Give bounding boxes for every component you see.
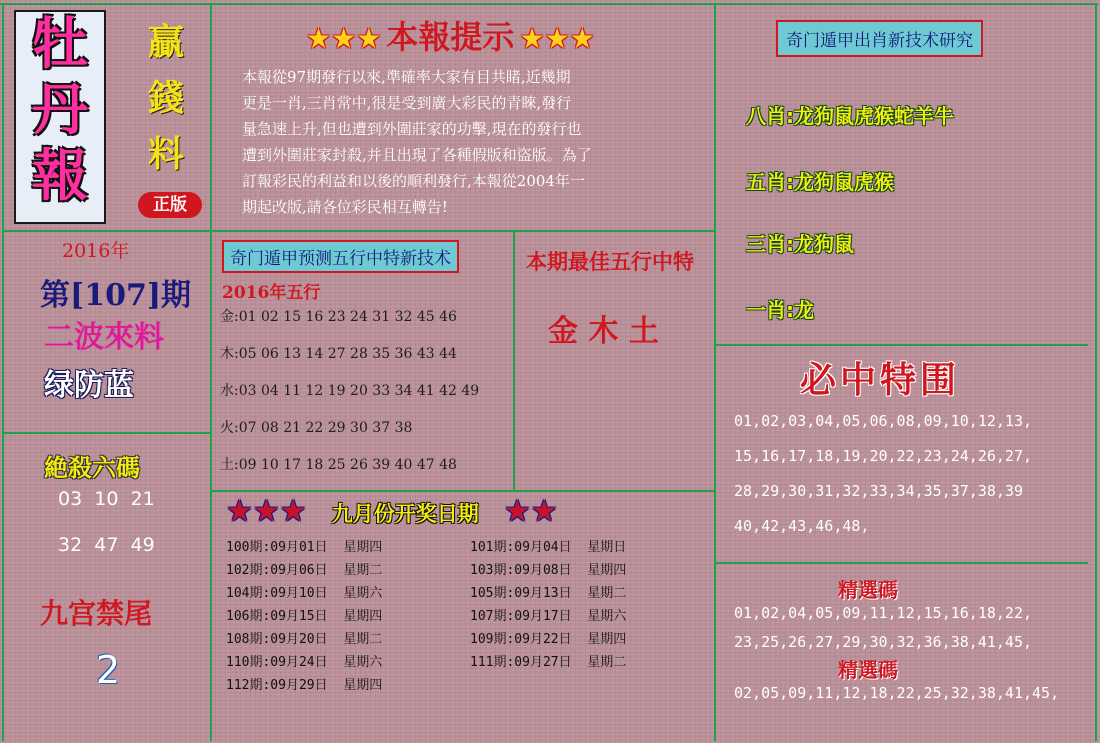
- notice-title: 本報提示: [386, 18, 515, 56]
- element-numbers: 01 02 15 16 23 24 31 32 45 46: [238, 309, 457, 325]
- schedule-row: [226, 628, 626, 651]
- divider-h-right2: [714, 562, 1088, 564]
- zodiac-box-title: 奇门遁甲出肖新技术研究: [776, 20, 983, 57]
- wuxing-row: 土:09 10 17 18 25 26 39 40 47 48: [220, 457, 457, 473]
- border-right: [1095, 3, 1097, 741]
- schedule-row: [226, 582, 626, 605]
- divider-v2: [714, 3, 716, 741]
- logo-char-1: 牡: [32, 12, 88, 77]
- notice-line: 量急速上升,但也遭到外圍莊家的功擊,現在的發行也: [242, 120, 582, 138]
- notice-line: 更是一肖,三肖常中,很是受到廣大彩民的青睞,發行: [242, 94, 572, 112]
- special-line: 15,16,17,18,19,20,22,23,24,26,27,: [734, 447, 1033, 465]
- schedule-row: [226, 651, 626, 674]
- element-label: 木: [220, 346, 234, 362]
- select-line-3: 02,05,09,11,12,18,22,25,32,38,41,45,: [734, 684, 1060, 702]
- wuxing-table: [220, 306, 479, 491]
- element-label: 火: [220, 420, 234, 436]
- special-line: 01,02,03,04,05,06,08,09,10,12,13,: [734, 412, 1033, 430]
- border-left: [2, 3, 4, 741]
- select-title-1: 精選碼: [838, 578, 898, 602]
- kill-line-2: 32 47 49: [58, 534, 155, 556]
- schedule-cell: 104期:09月10日 星期六: [226, 586, 383, 601]
- wuxing-row: 火:07 08 21 22 29 30 37 38: [220, 420, 413, 436]
- select-title-2: 精選碼: [838, 658, 898, 682]
- schedule-stars-right: ★★: [503, 494, 558, 529]
- special-line: 40,42,43,46,48,: [734, 517, 870, 535]
- wuxing-row: 木:05 06 13 14 27 28 35 36 43 44: [220, 346, 457, 362]
- element-numbers: 07 08 21 22 29 30 37 38: [238, 420, 413, 436]
- tail-title: 九宫禁尾: [40, 597, 153, 630]
- schedule-cell: 102期:09月06日 星期二: [226, 563, 383, 578]
- element-label: 金: [220, 309, 234, 325]
- schedule-table: [226, 536, 626, 697]
- wuxing-year-label: 2016年五行: [222, 283, 321, 303]
- wave-title: 二波來料: [44, 320, 164, 355]
- zodiac-line-3: 三肖:龙狗鼠: [746, 232, 854, 256]
- divider-v3: [513, 232, 515, 490]
- schedule-cell: 100期:09月01日 星期四: [226, 540, 383, 555]
- masthead-side-text: [148, 14, 198, 182]
- notice-stars-right: ★★★: [519, 22, 595, 55]
- divider-h-mid1: [210, 230, 716, 232]
- schedule-cell: 112期:09月29日 星期四: [226, 678, 383, 693]
- select-line-1: 01,02,04,05,09,11,12,15,16,18,22,: [734, 604, 1033, 622]
- schedule-cell: 110期:09月24日 星期六: [226, 655, 383, 670]
- notice-line: 期起改版,請各位彩民相互轉告!: [242, 198, 448, 216]
- divider-h-left2: [2, 432, 212, 434]
- zodiac-line-8: 八肖:龙狗鼠虎猴蛇羊牛: [746, 104, 954, 128]
- best-value: 金 木 土: [548, 314, 659, 349]
- best-title: 本期最佳五行中特: [526, 249, 694, 274]
- official-badge: 正版: [138, 192, 202, 218]
- schedule-cell: 105期:09月13日 星期二: [470, 586, 627, 601]
- schedule-cell: 111期:09月27日 星期二: [470, 655, 627, 670]
- zodiac-line-1: 一肖:龙: [746, 298, 814, 322]
- side-char-1: 贏: [148, 21, 185, 63]
- element-label: 土: [220, 457, 234, 473]
- schedule-row: [226, 536, 626, 559]
- notice-line: 本報從97期發行以來,準確率大家有目共睹,近幾期: [242, 68, 571, 86]
- side-char-3: 料: [148, 133, 185, 175]
- wuxing-row: 金:01 02 15 16 23 24 31 32 45 46: [220, 309, 457, 325]
- divider-h-left1: [2, 230, 212, 232]
- schedule-row: [226, 674, 626, 697]
- schedule-cell: 101期:09月04日 星期日: [470, 540, 627, 555]
- issue-number: 第[107]期: [40, 278, 192, 313]
- element-label: 水: [220, 383, 234, 399]
- wuxing-box-title: 奇门遁甲预测五行中特新技术: [222, 240, 459, 273]
- kill-title: 絶殺六碼: [44, 453, 140, 482]
- wave-value: 绿防蓝: [44, 368, 134, 403]
- special-line: 28,29,30,31,32,33,34,35,37,38,39: [734, 482, 1023, 500]
- masthead-logo: [14, 10, 106, 224]
- schedule-header: [226, 494, 696, 529]
- schedule-row: [226, 559, 626, 582]
- notice-line: 訂報彩民的利益和以後的順利發行,本報從2004年一: [242, 172, 585, 190]
- border-top: [0, 3, 1098, 5]
- schedule-title: 九月份开奖日期: [331, 501, 479, 526]
- schedule-cell: 106期:09月15日 星期四: [226, 609, 383, 624]
- tail-value: 2: [96, 648, 121, 692]
- kill-line-1: 03 10 21: [58, 488, 155, 510]
- schedule-cell: 107期:09月17日 星期六: [470, 609, 627, 624]
- special-numbers: [734, 404, 1032, 544]
- logo-char-3: 報: [32, 144, 88, 209]
- divider-h-right1: [714, 344, 1088, 346]
- zodiac-line-5: 五肖:龙狗鼠虎猴: [746, 170, 894, 194]
- schedule-row: [226, 605, 626, 628]
- logo-char-2: 丹: [32, 78, 88, 143]
- notice-header: [306, 12, 646, 58]
- year-label: 2016年: [62, 240, 130, 262]
- schedule-cell: 103期:09月08日 星期四: [470, 563, 627, 578]
- select-line-2: 23,25,26,27,29,30,32,36,38,41,45,: [734, 633, 1033, 651]
- wuxing-row: 水:03 04 11 12 19 20 33 34 41 42 49: [220, 383, 480, 399]
- element-numbers: 03 04 11 12 19 20 33 34 41 42 49: [238, 383, 480, 399]
- notice-stars-left: ★★★: [306, 22, 382, 55]
- schedule-cell: 108期:09月20日 星期二: [226, 632, 383, 647]
- schedule-cell: 109期:09月22日 星期四: [470, 632, 627, 647]
- notice-line: 遭到外圍莊家封殺,并且出現了各種假版和盜版。為了: [242, 146, 592, 164]
- element-numbers: 09 10 17 18 25 26 39 40 47 48: [238, 457, 457, 473]
- element-numbers: 05 06 13 14 27 28 35 36 43 44: [238, 346, 457, 362]
- notice-body: [242, 64, 692, 220]
- schedule-stars-left: ★★★: [226, 494, 307, 529]
- divider-v1: [210, 3, 212, 741]
- side-char-2: 錢: [148, 77, 185, 119]
- special-title: 必中特围: [800, 359, 961, 401]
